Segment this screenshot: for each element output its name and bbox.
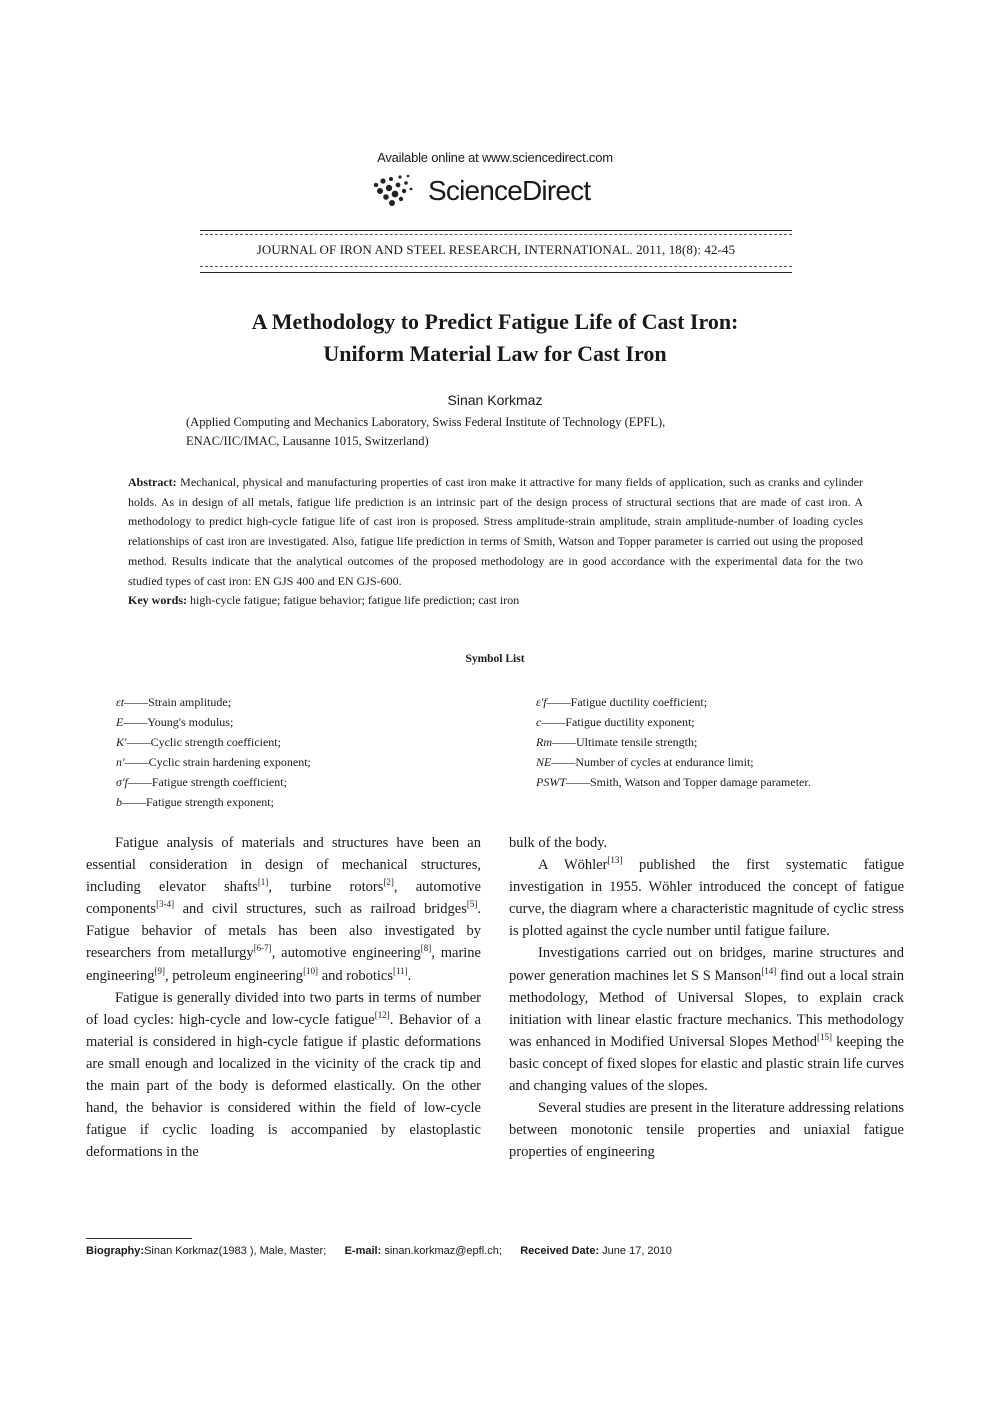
body-paragraph: Fatigue analysis of materials and structures have been an essential consideration in design of mechanical structures, including elevator shafts[1], turbine rotors[2], automotive components[3-4] and civil structures, such as railroad bridges[5]. Fatigue behavior of metals has been also investigated by researchers from metallurgy[6-7], automotive engineering[8], marine engineering[9], petroleum engineering[10] and robotics[11]. (86, 835, 481, 984)
received-date: June 17, 2010 (602, 1245, 672, 1257)
citation-ref: [5] (466, 899, 478, 910)
citation-ref: [12] (374, 1009, 390, 1020)
header-rule-bottom-dashed (200, 266, 792, 267)
header-rule-top-dashed (200, 234, 792, 235)
header-rule-top (200, 230, 792, 231)
citation-ref: [10] (303, 965, 319, 976)
body-column-left (86, 832, 481, 1163)
symbol-entry: NE——Number of cycles at endurance limit; (536, 755, 754, 769)
body-paragraph: Investigations carried out on bridges, marine structures and power generation machines let S S Manson[14] find out a local strain methodology, Method of Universal Slopes, to explain crack initiation with linear elastic fracture mechanics. This methodology was enhanced in Modified Universal Slopes Method[15] keeping the basic concept of fixed slopes for elastic and plastic strain life curves and changing values of the slopes. (509, 945, 905, 1095)
footnote-rule (86, 1238, 192, 1239)
citation-ref: [6-7] (253, 943, 272, 954)
abstract (128, 473, 863, 611)
symbol-list-left (116, 692, 311, 812)
citation-ref: [3-4] (156, 899, 175, 910)
symbol-entry: Rm——Ultimate tensile strength; (536, 735, 698, 749)
body-paragraph: Several studies are present in the literature addressing relations between monotonic tensile properties and uniaxial fatigue properties of engineering (509, 1100, 904, 1161)
citation-ref: [1] (257, 877, 269, 888)
abstract-text: Mechanical, physical and manufacturing properties of cast iron make it attractive for many fields of application, such as cranks and cylinder holds. As in design of all metals, fatigue life prediction is an intrinsic part of the design process of structural sections that are made of cast iron. A methodology to predict high-cycle fatigue life of cast iron is proposed. Stress amplitude-strain amplitude, strain amplitude-number of loading cycles relationships of cast iron are investigated. Also, fatigue life prediction in terms of Smith, Watson and Topper parameter is carried out using the proposed method. Results indicate that the analytical outcomes of the proposed methodology are in good accordance with the experimental data for the two studied types of cast iron: EN GJS 400 and EN GJS-600. (128, 475, 864, 588)
sciencedirect-dots-icon (370, 171, 424, 211)
sciencedirect-logo (370, 170, 590, 212)
symbol-entry: K'——Cyclic strength coefficient; (116, 735, 281, 749)
citation-ref: [13] (607, 855, 623, 866)
email-label: E-mail: (344, 1245, 382, 1257)
citation-ref: [15] (816, 1032, 832, 1043)
footnote (86, 1245, 672, 1257)
article-title-line-1: A Methodology to Predict Fatigue Life of Cast Iron: (251, 309, 739, 334)
biography-label: Biography: (86, 1245, 145, 1257)
affiliation (186, 413, 826, 451)
body-paragraph: A Wöhler[13] published the first systematic fatigue investigation in 1955. Wöhler introduced the concept of fatigue curve, the diagram where a characteristic magnitude of cyclic stress is plotted against the cycle number until fatigue failure. (509, 855, 904, 940)
body-paragraph: Fatigue is generally divided into two parts in terms of number of load cycles: high-cycle and low-cycle fatigue[12]. Behavior of a material is considered in high-cycle fatigue if plastic deformations are small enough and localized in the vicinity of the crack tip and the main part of the body is deformed elastically. On the other hand, the behavior is considered within the field of low-cycle fatigue if cyclic loading is accompanied by elastoplastic deformations in the (86, 989, 481, 1161)
keywords-label: Key words: (128, 593, 187, 608)
affiliation-line-1: (Applied Computing and Mechanics Laboratory, Swiss Federal Institute of Technology (EPFL), (186, 415, 666, 429)
abstract-body (128, 473, 863, 591)
article-title (0, 306, 990, 370)
symbol-entry: b——Fatigue strength exponent; (116, 795, 274, 809)
symbol-entry: n'——Cyclic strain hardening exponent; (116, 755, 311, 769)
citation-ref: [8] (420, 943, 432, 954)
symbol-list-title: Symbol List (465, 653, 525, 665)
symbol-entry: PSWT——Smith, Watson and Topper damage parameter. (536, 775, 811, 789)
email-address[interactable]: sinan.korkmaz@epfl.ch; (384, 1245, 502, 1257)
citation-ref: [2] (383, 877, 394, 888)
keywords (128, 591, 863, 611)
body-column-right (509, 832, 904, 1163)
article-title-line-2: Uniform Material Law for Cast Iron (323, 341, 667, 366)
received-date-label: Received Date: (520, 1245, 600, 1257)
biography-text: Sinan Korkmaz(1983 ), Male, Master; (144, 1245, 327, 1257)
symbol-list-right (536, 692, 811, 792)
citation-ref: [11] (392, 965, 408, 976)
citation-ref: [9] (154, 965, 165, 976)
symbol-entry: σ'f——Fatigue strength coefficient; (116, 775, 287, 789)
abstract-label: Abstract: (128, 475, 177, 489)
affiliation-line-2: ENAC/IIC/IMAC, Lausanne 1015, Switzerland) (186, 434, 429, 448)
journal-citation: JOURNAL OF IRON AND STEEL RESEARCH, INTERNATIONAL. 2011, 18(8): 42-45 (256, 242, 736, 257)
header-rule-bottom (200, 272, 792, 273)
sciencedirect-logo-text: ScienceDirect (428, 175, 591, 206)
symbol-entry: ε'f——Fatigue ductility coefficient; (536, 695, 708, 709)
symbol-entry: εt——Strain amplitude; (116, 695, 232, 709)
symbol-entry: c——Fatigue ductility exponent; (536, 715, 695, 729)
body-paragraph: bulk of the body. (509, 835, 608, 851)
citation-ref: [14] (761, 965, 777, 976)
available-online-text: Available online at www.sciencedirect.com (377, 150, 613, 165)
keywords-text: high-cycle fatigue; fatigue behavior; fatigue life prediction; cast iron (190, 593, 520, 608)
symbol-entry: E——Young's modulus; (116, 715, 234, 729)
author-name: Sinan Korkmaz (447, 392, 543, 408)
